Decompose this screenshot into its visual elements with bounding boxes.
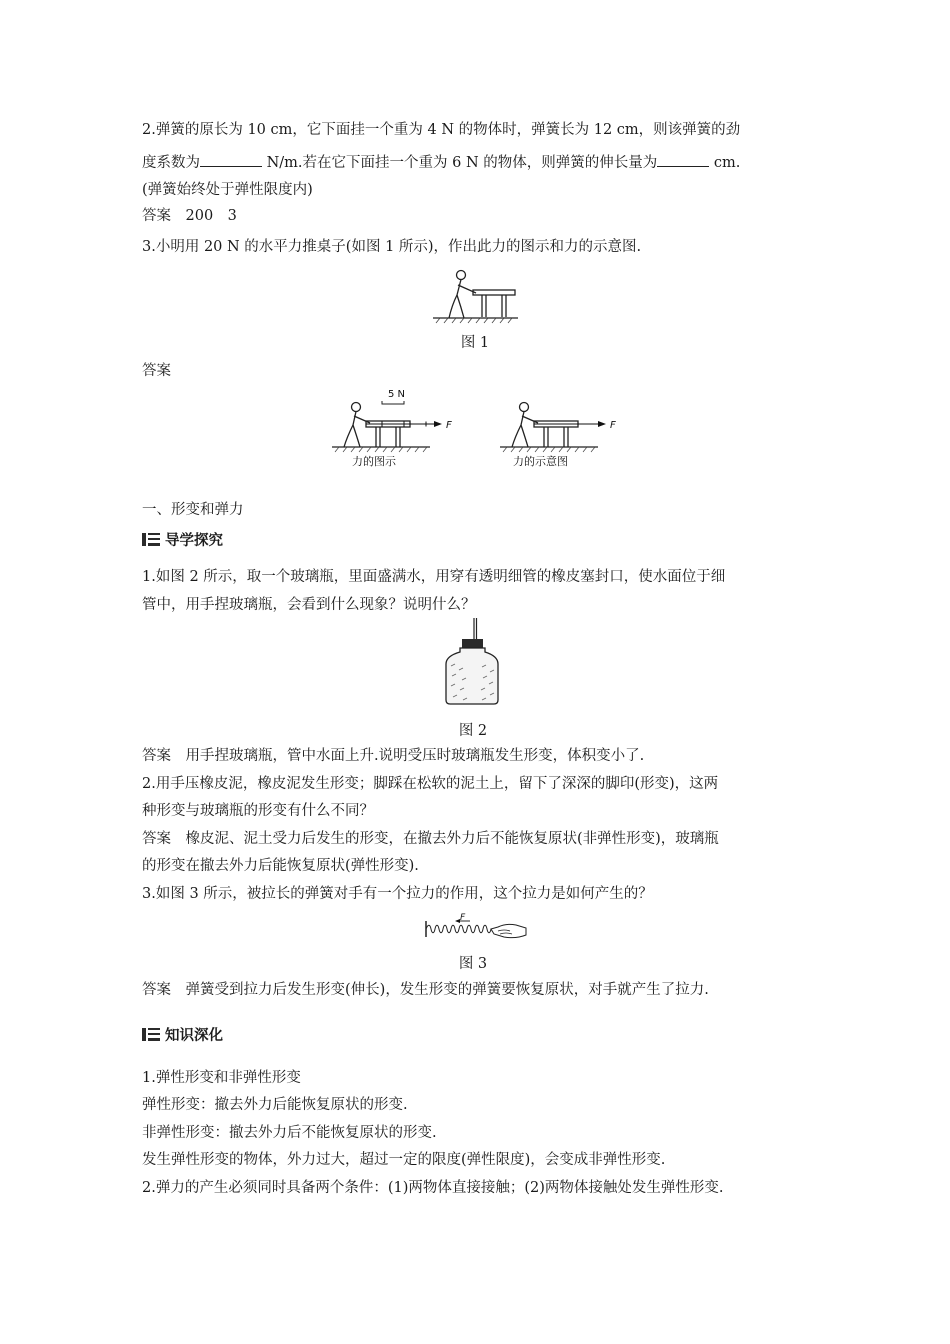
sub-caption-2: 力的示意图 xyxy=(513,455,568,468)
inquiry-a2-line2: 的形变在撤去外力后能恢复原状(弹性形变). xyxy=(142,858,419,874)
q2-line1: 2.弹簧的原长为 10 cm，它下面挂一个重为 4 N 的物体时，弹簧长为 12 cm，则该弹簧的劲 xyxy=(142,122,741,138)
force-diagram-figure xyxy=(330,385,480,470)
header-label: 知识深化 xyxy=(165,1027,223,1044)
list-header-icon xyxy=(142,533,160,546)
figure-3-caption: 图 3 xyxy=(458,956,488,972)
inquiry-q1-line1: 1.如图 2 所示，取一个玻璃瓶，里面盛满水，用穿有透明细管的橡皮塞封口，使水面位于细 xyxy=(142,569,726,585)
knowledge-l1: 1.弹性形变和非弹性形变 xyxy=(142,1070,301,1086)
answer-blank-1 xyxy=(200,152,262,167)
knowledge-l3: 非弹性形变：撤去外力后不能恢复原状的形变. xyxy=(142,1125,437,1141)
figure-3-spring-hand xyxy=(424,913,530,943)
inquiry-q3: 3.如图 3 所示，被拉长的弹簧对手有一个拉力的作用，这个拉力是如何产生的？ xyxy=(142,886,653,902)
figure-1-caption: 图 1 xyxy=(460,335,490,351)
header-label: 导学探究 xyxy=(165,532,223,549)
inquiry-a3: 答案 弹簧受到拉力后发生形变(伸长)，发生形变的弹簧要恢复原状，对手就产生了拉力. xyxy=(142,982,709,998)
q2-line2-c: cm. xyxy=(709,155,741,171)
force-label-2: F xyxy=(610,420,616,431)
inquiry-a1: 答案 用手捏玻璃瓶，管中水面上升.说明受压时玻璃瓶发生形变，体积变小了. xyxy=(142,748,645,764)
inquiry-a2-line1: 答案 橡皮泥、泥土受力后发生的形变，在撤去外力后不能恢复原状(非弹性形变)，玻璃瓶 xyxy=(142,831,719,847)
force-label-1: F xyxy=(446,420,452,431)
q2-answer: 答案 200 3 xyxy=(142,208,237,224)
answer-blank-2 xyxy=(657,152,709,167)
figure-3-force-label: F xyxy=(460,913,466,923)
section-header-knowledge xyxy=(142,1024,223,1044)
force-schematic-figure xyxy=(498,385,648,470)
figure-1-push-table xyxy=(430,265,520,325)
q2-line3: (弹簧始终处于弹性限度内) xyxy=(142,182,313,198)
knowledge-l2: 弹性形变：撤去外力后能恢复原状的形变. xyxy=(142,1097,408,1113)
scale-label: 5 N xyxy=(388,389,406,400)
section-header-guided-inquiry xyxy=(142,529,223,549)
inquiry-q2-line1: 2.用手压橡皮泥，橡皮泥发生形变；脚踩在松软的泥土上，留下了深深的脚印(形变)，这两 xyxy=(142,776,719,792)
sub-caption-1: 力的图示 xyxy=(352,455,396,468)
inquiry-q2-line2: 种形变与玻璃瓶的形变有什么不同？ xyxy=(142,803,374,819)
figure-2-caption: 图 2 xyxy=(458,723,488,739)
q3-answer-label: 答案 xyxy=(142,363,171,379)
inquiry-q1-line2: 管中，用手捏玻璃瓶，会看到什么现象？说明什么？ xyxy=(142,597,476,613)
q2-line2-a: 度系数为 xyxy=(142,155,200,171)
q2-line2-b: N/m.若在它下面挂一个重为 6 N 的物体，则弹簧的伸长量为 xyxy=(262,155,658,171)
knowledge-l5: 2.弹力的产生必须同时具备两个条件：(1)两物体直接接触；(2)两物体接触处发生弹性形变. xyxy=(142,1180,724,1196)
figure-2-glass-bottle xyxy=(441,618,503,708)
q2-line2 xyxy=(142,152,740,173)
section-title: 一、形变和弹力 xyxy=(142,502,244,518)
q3-text: 3.小明用 20 N 的水平力推桌子(如图 1 所示)，作出此力的图示和力的示意图. xyxy=(142,239,642,255)
list-header-icon xyxy=(142,1028,160,1041)
knowledge-l4: 发生弹性形变的物体，外力过大，超过一定的限度(弹性限度)，会变成非弹性形变. xyxy=(142,1152,666,1168)
